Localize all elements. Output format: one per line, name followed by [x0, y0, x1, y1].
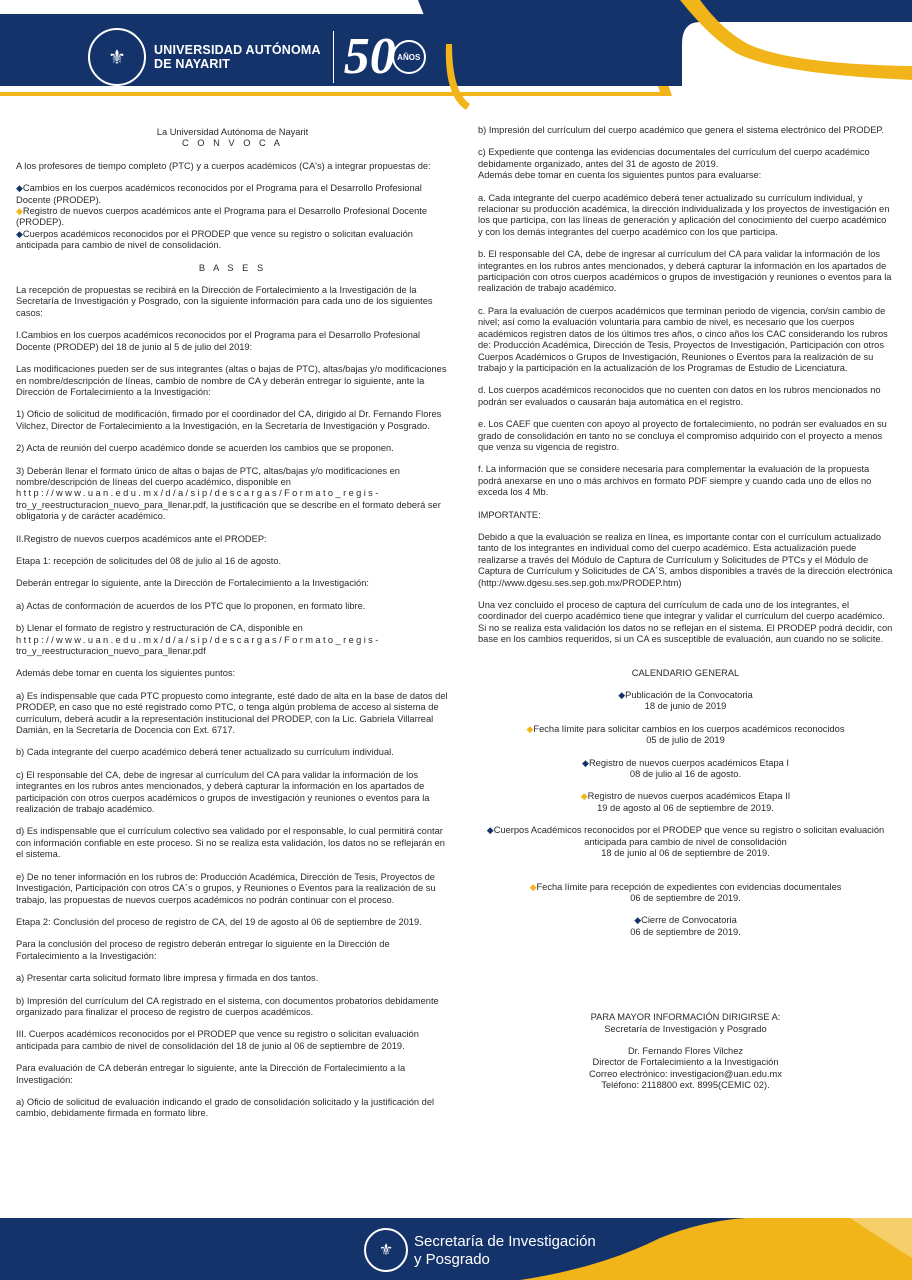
proposal-list [16, 183, 449, 251]
calendar-item-date: 19 de agosto al 06 de septiembre de 2019. [597, 802, 774, 813]
paragraph: 1) Oficio de solicitud de modificación, firmado por el coordinador del CA, dirigido al Dr. Fernando Flores Vilchez, Director de Fortalecimiento a la Investigación, en la Secretaría de Investigación y Posgrado. [16, 409, 442, 431]
anniversary-word: AÑOS [397, 52, 421, 62]
paragraph: b) Impresión del currículum del cuerpo académico que genera el sistema electrónico del PRODEP. [478, 125, 884, 135]
paragraph: Etapa 2: Conclusión del proceso de registro de CA, del 19 de agosto al 06 de septiembre de 2019. [16, 916, 422, 927]
diamond-bullet-icon: ◆ [16, 206, 23, 217]
header-banner [0, 0, 912, 110]
form-link[interactable]: http://www.uan.edu.mx/d/a/sip/descargas/Formato_regis- [16, 634, 381, 645]
calendar-item-date: 18 de junio al 06 de septiembre de 2019. [601, 848, 770, 859]
paragraph: b) Impresión del currículum del CA registrado en el sistema, con documentos probatorios debidamente organizado para finalizar el proceso de registro de cuerpos académicos. [16, 995, 439, 1017]
paragraph: La recepción de propuestas se recibirá en la Dirección de Fortalecimiento a la Investigación de la Secretaría de Investigación y Posgrado, con la siguiente información para cada uno de los siguientes casos: [16, 285, 433, 318]
paragraph-text: tro_y_reestructuracion_nuevo_para_llenar.pdf, la justificación que se describe en el formato deberá ser obligatoria y de carácter académico. [16, 499, 441, 522]
convoca-heading: C O N V O C A [182, 138, 283, 149]
contact-title: PARA MAYOR INFORMACIÓN DIRIGIRSE A: [590, 1012, 781, 1023]
list-item-text: Registro de nuevos cuerpos académicos ante el Programa para el Desarrollo Profesional Docente (PRODEP). [16, 206, 428, 228]
contact-phone: Teléfono: 2118800 ext. 8995(CEMIC 02). [601, 1080, 770, 1091]
footer-title-line1: Secretaría de Investigación [414, 1233, 596, 1250]
paragraph-text: b) Llenar el formato de registro y restructuración de CA, disponible en [16, 623, 303, 634]
calendar-item [482, 791, 889, 814]
university-seal-icon: ⚜ [88, 28, 146, 86]
diamond-bullet-icon: ◆ [582, 757, 589, 768]
paragraph: Una vez concluido el proceso de captura del currículum de cada uno de los integrantes, el coordinador del cuerpo académico tiene que integrar y validar el currículum del cuerpo académico. Si no se realiza esta validación los datos no se reflejan en el sistema. El PRODEP podrá decidir, con base en los cambios requeridos, si un CA es susceptible de evaluación, aun cuando no se solicite. [478, 600, 893, 645]
footer-title [414, 1233, 596, 1269]
calendar-item-date: 06 de septiembre de 2019. [630, 926, 741, 937]
paragraph: Además debe tomar en cuenta los siguientes puntos: [16, 668, 236, 679]
calendar-item-title: Cierre de Convocatoria [641, 915, 737, 926]
diamond-bullet-icon: ◆ [16, 228, 23, 239]
calendar-item-title: Fecha límite para recepción de expedientes con evidencias documentales [536, 881, 842, 892]
calendar-item-title: Registro de nuevos cuerpos académicos Etapa II [587, 791, 791, 802]
paragraph: Etapa 1: recepción de solicitudes del 08 de julio al 16 de agosto. [16, 555, 282, 566]
calendar-item [482, 690, 889, 713]
list-item-text: Cuerpos académicos reconocidos por el PRODEP que vence su registro o solicitan evaluación anticipada para cambio de nivel de consolidación. [16, 228, 413, 251]
paragraph: b) Cada integrante del cuerpo académico deberá tener actualizado su currículum individual. [16, 747, 394, 758]
right-column [478, 125, 893, 1092]
calendar-item-date: 06 de septiembre de 2019. [630, 892, 741, 903]
paragraph: a. Cada integrante del cuerpo académico deberá tener actualizado su currículum individual, y relacionar su producción académica, la dirección individualizada y los proyectos de investigación en los que participa, con las líneas de generación y aplicación del conocimiento del cuerpo académico y con los demás integrantes del cuerpo académico con los que participa. [478, 192, 890, 237]
calendar-item-title: Cuerpos Académicos reconocidos por el PRODEP que vence su registro o solicitan evaluación anticipada para cambio de nivel de consolidación [493, 825, 885, 847]
paragraph [16, 466, 449, 523]
diamond-bullet-icon: ◆ [529, 881, 537, 892]
paragraph: b. El responsable del CA, debe de ingresar al currículum del CA para validar la información de los integrantes en los rubros antes mencionados, y deberá capturar la información en los apartados de participación con otros cuerpos académicos o grupos de investigación y reuniones o eventos para la realización de trabajo académico. [478, 249, 892, 294]
list-item-text: Cambios en los cuerpos académicos reconocidos por el Programa para el Desarrollo Profesional Docente (PRODEP). [16, 183, 422, 205]
university-logo [88, 28, 426, 86]
calendar-list [478, 690, 893, 938]
org-title: La Universidad Autónoma de Nayarit [156, 127, 309, 137]
paragraph-text: Además debe tomar en cuenta los siguientes puntos para evaluarse: [478, 170, 762, 181]
anniversary-number: 50 [343, 28, 396, 85]
calendar-item-title: Fecha límite para solicitar cambios en los cuerpos académicos reconocidos [533, 723, 845, 734]
calendar-item-date: 08 de julio al 16 de agosto. [629, 769, 742, 780]
paragraph: a) Es indispensable que cada PTC propuesto como integrante, esté dado de alta en la base de datos del PRODEP, en caso que no esté registrado como PTC, o tenga algún problema de acceso al sistema de currículum, deberá acudir a la representación institucional del PRODEP, con la Lic. Gabriela Villarreal Damián, en la Secretaría de Docencia con Ext. 6717. [16, 690, 448, 736]
anniversary-logo [343, 28, 426, 85]
intro-text: A los profesores de tiempo completo (PTC) y a cuerpos académicos (CA's) a integrar propuestas de: [16, 160, 431, 171]
paragraph: e. Los CAEF que cuenten con apoyo al proyecto de fortalecimiento, no podrán ser evaluados en su grado de consolidación en tanto no se concluya el compromiso adquirido con el proyecto a menos que venza su vigencia de registro. [478, 419, 887, 452]
paragraph: III. Cuerpos académicos reconocidos por el PRODEP que vence su registro o solicitan evaluación anticipada para cambio de nivel de consolidación del 18 de junio al 06 de septiembre de 2019. [16, 1029, 419, 1051]
paragraph: d) Es indispensable que el currículum colectivo sea validado por el responsable, lo cual permitirá contar con información confiable en este proceso. Si no se realiza esta validación, los datos no se reflejarán en el sistema. [16, 826, 445, 860]
paragraph: a) Oficio de solicitud de evaluación indicando el grado de consolidación solicitado y la justificación del cambio, debidamente firmada en formato libre. [16, 1096, 435, 1119]
university-name-line2: DE NAYARIT [154, 57, 231, 71]
paragraph-text: tro_y_reestructuracion_nuevo_para_llenar.pdf [16, 646, 206, 656]
paragraph: Debido a que la evaluación se realiza en línea, es importante contar con el currículum actualizado tanto de los integrantes en individual como del cuerpo académico. Esta actualización puede realizarse a través del Módulo de Captura de Currículum y Solicitudes de PTCs y el Módulo de Captura de Currículum y Solicitudes de CA´S, ambos disponibles a través de la dirección electrónica (http://www.dgesu.ses.sep.gob.mx/PRODEP.htm) [478, 531, 893, 588]
paragraph: Para la conclusión del proceso de registro deberán entregar lo siguiente en la Dirección de Fortalecimiento a la Investigación: [16, 939, 390, 961]
calendar-item-title: Registro de nuevos cuerpos académicos Etapa I [588, 757, 789, 768]
left-column [16, 127, 449, 1131]
calendar-item-date: 18 de junio de 2019 [644, 701, 727, 712]
anniversary-ring [392, 40, 426, 74]
diamond-bullet-icon: ◆ [526, 723, 534, 734]
calendar-item [482, 915, 889, 938]
list-item [16, 183, 449, 206]
section-heading: II.Registro de nuevos cuerpos académicos ante el PRODEP: [16, 533, 267, 544]
contact-org: Secretaría de Investigación y Posgrado [604, 1023, 767, 1034]
paragraph [16, 623, 449, 657]
diamond-bullet-icon: ◆ [618, 690, 626, 701]
paragraph: c. Para la evaluación de cuerpos académicos que terminan periodo de vigencia, con/sin cambio de nivel; así como la evaluación voluntaria para cambio de nivel, es necesario que los cuerpos académicos registren datos de los últimos tres años, o cinco años los CAC considerando los rubros de: Producción Académica, Dirección de Tesis, Proyectos de Investigación, Participación con otros Cuerpos Académicos o Grupos de Investigación, Reuniones o Eventos para la realización de su trabajo y la participación en la actualización de los Programas de Estudio de Licenciatura. [478, 305, 888, 373]
calendar-title: CALENDARIO GENERAL [631, 667, 740, 678]
section-heading: I.Cambios en los cuerpos académicos reconocidos por el Programa para el Desarrollo Profesional Docente (PRODEP) del 18 de junio al 5 de julio del 2019: [16, 330, 421, 352]
calendar-item-title: Publicación de la Convocatoria [625, 690, 753, 701]
bases-heading: B A S E S [198, 262, 267, 273]
contact-block [478, 1012, 893, 1091]
diamond-bullet-icon: ◆ [580, 791, 588, 802]
paragraph: Deberán entregar lo siguiente, ante la Dirección de Fortalecimiento a la Investigación: [16, 578, 369, 589]
paragraph: d. Los cuerpos académicos reconocidos que no cuenten con datos en los rubros mencionados no podrán ser evaluados o causarán baja automática en el registro. [478, 385, 881, 407]
diamond-bullet-icon: ◆ [16, 183, 23, 194]
paragraph: 2) Acta de reunión del cuerpo académico donde se acuerden los cambios que se proponen. [16, 443, 394, 454]
paragraph [478, 147, 893, 181]
calendar-item [482, 825, 889, 859]
paragraph: a) Actas de conformación de acuerdos de los PTC que lo proponen, en formato libre. [16, 600, 366, 611]
university-name [154, 43, 321, 71]
form-link[interactable]: http://www.uan.edu.mx/d/a/sip/descargas/Formato_regis- [16, 488, 381, 499]
paragraph: e) De no tener información en los rubros de: Producción Académica, Dirección de Tesis, Proyectos de Investigación, Participación con otros CA´s o grupos, y Reuniones o Eventos para la realización de su trabajo, las propuestas de nuevos cuerpos académicos no podrán continuar con el proceso. [16, 871, 436, 905]
paragraph: Las modificaciones pueden ser de sus integrantes (altas o bajas de PTC), altas/bajas y/o modificaciones en nombre/descripción de líneas, cambio de nombre de CA y deberán entregar lo siguiente, ante la Dirección de Fortalecimiento a la Investigación: [16, 364, 447, 397]
calendar-item [482, 882, 889, 905]
paragraph: f. La información que se considere necesaria para complementar la evaluación de la propuesta podrá anexarse en uno o más archivos en formato PDF siempre y cuando cada uno de ellos no exceda los 4 Mb. [478, 464, 872, 498]
footer-title-line2: y Posgrado [414, 1251, 490, 1268]
calendar-item [482, 758, 889, 781]
contact-email[interactable]: Correo electrónico: investigacion@uan.edu.mx [589, 1068, 782, 1079]
diamond-bullet-icon: ◆ [486, 825, 494, 836]
paragraph-text: 3) Deberán llenar el formato único de altas o bajas de PTC, altas/bajas y/o modificaciones en nombre/descripción de líneas del cuerpo académico, disponible en [16, 465, 400, 487]
diamond-bullet-icon: ◆ [634, 915, 642, 926]
contact-role: Director de Fortalecimiento a la Investigación [592, 1057, 779, 1068]
calendar-item [482, 724, 889, 747]
list-item [16, 206, 449, 229]
paragraph: a) Presentar carta solicitud formato libre impresa y firmada en dos tantos. [16, 973, 319, 984]
contact-name: Dr. Fernando Flores Vilchez [627, 1045, 744, 1056]
secretaria-seal-icon: ⚜ [364, 1228, 408, 1272]
paragraph-text: c) Expediente que contenga las evidencias documentales del currículum del cuerpo académico debidamente organizado, antes del 31 de agosto de 2019. [478, 147, 870, 169]
university-name-line1: UNIVERSIDAD AUTÓNOMA [154, 43, 321, 57]
paragraph: c) El responsable del CA, debe de ingresar al currículum del CA para validar la información de los integrantes en los rubros antes mencionados, y deberá capturar la información en los apartados de participación con otros cuerpos académicos o grupos de investigación y reuniones o eventos para la realización de trabajo académico. [16, 769, 430, 815]
logo-divider [333, 31, 334, 83]
calendar-item-date: 05 de julio de 2019 [646, 735, 725, 746]
list-item [16, 229, 449, 252]
paragraph: Para evaluación de CA deberán entregar lo siguiente, ante la Dirección de Fortalecimiento a la Investigación: [16, 1063, 406, 1085]
importante-heading: IMPORTANTE: [478, 509, 541, 520]
